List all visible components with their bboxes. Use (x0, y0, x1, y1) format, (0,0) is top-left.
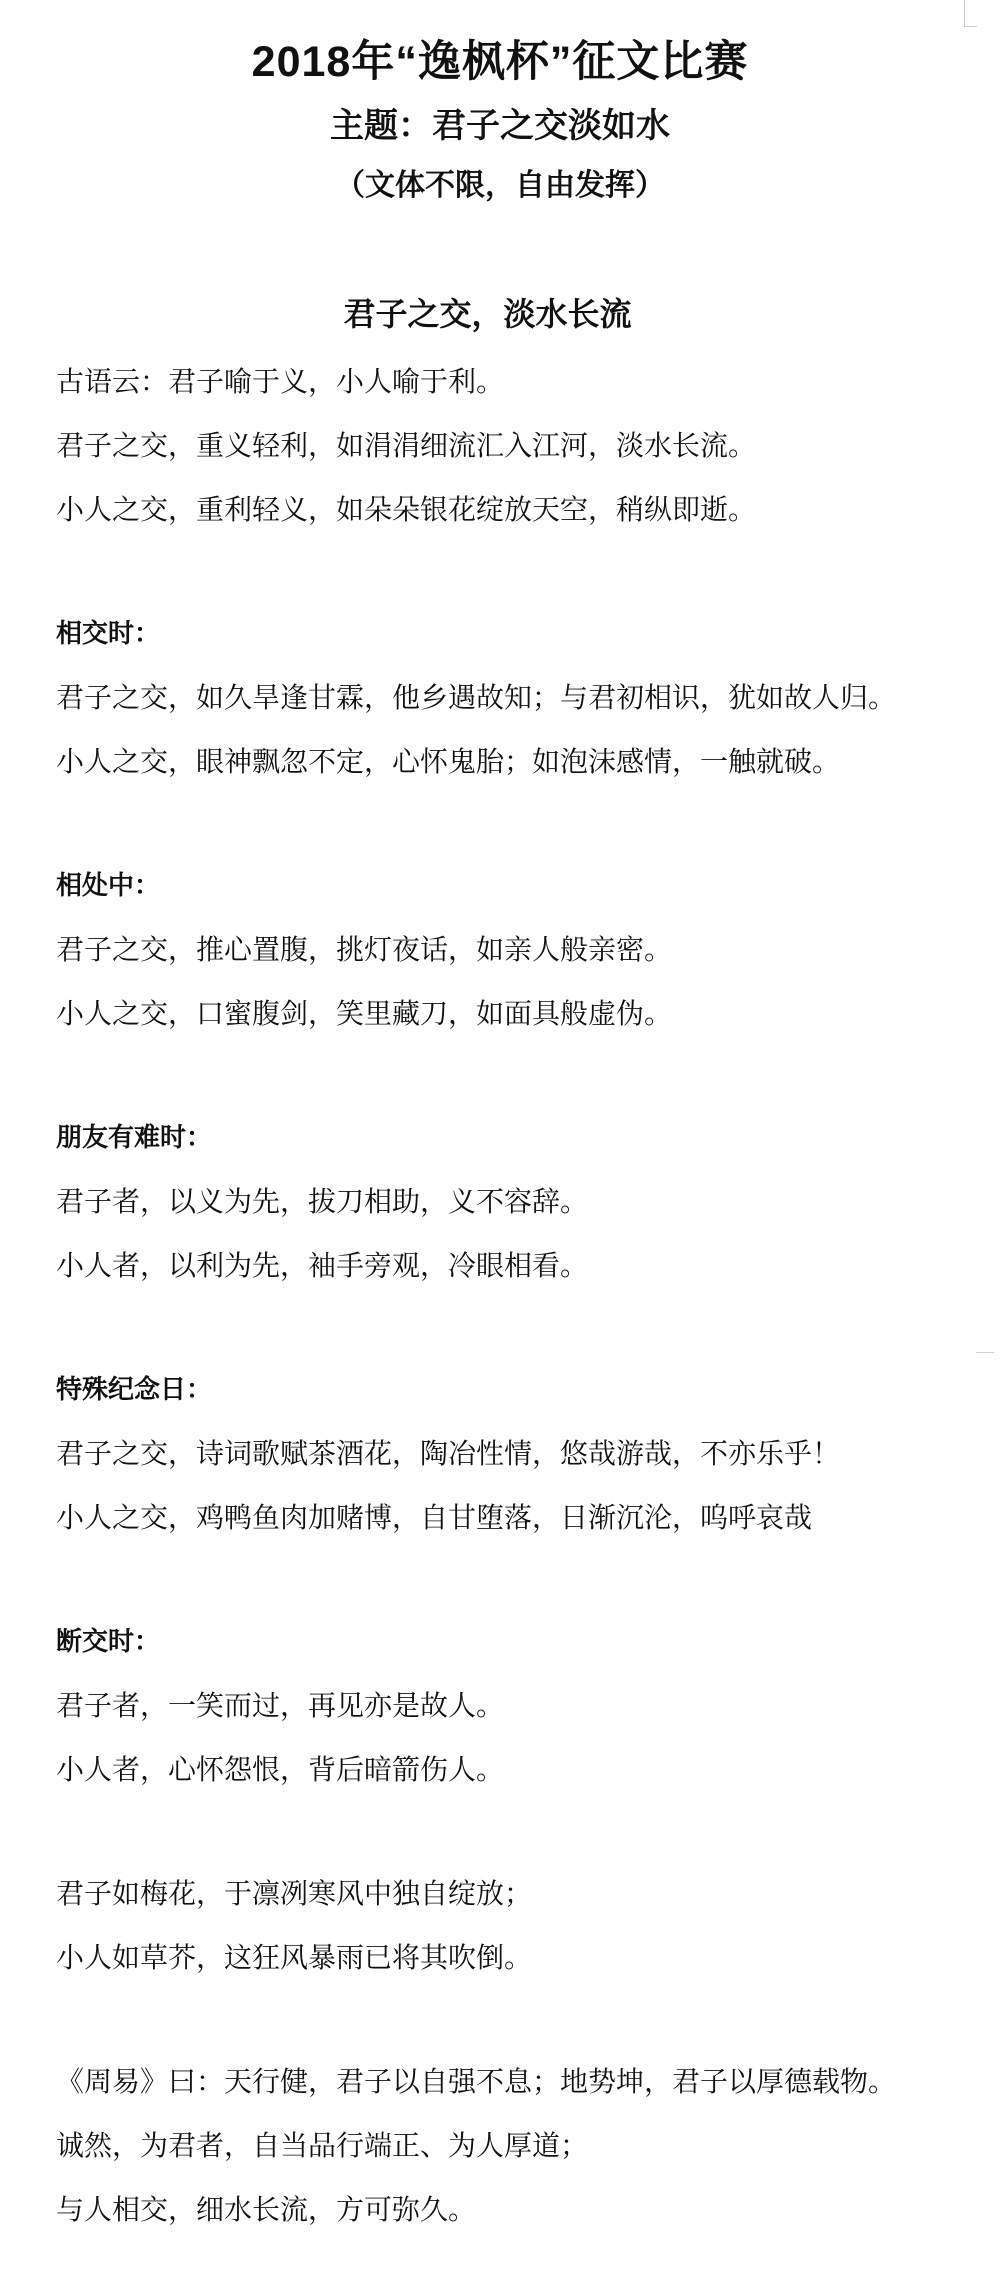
page-corner-mark (964, 0, 977, 27)
paragraph-line: 君子之交，如久旱逢甘霖，他乡遇故知；与君初相识，犹如故人归。 (56, 681, 897, 714)
intro-line: 小人之交，重利轻义，如朵朵银花绽放天空，稍纵即逝。 (56, 493, 757, 526)
section-heading: 特殊纪念日： (56, 1375, 213, 1405)
paragraph-line: 与人相交，细水长流，方可弥久。 (56, 2193, 477, 2226)
paragraph-line: 君子如梅花，于凛冽寒风中独自绽放； (56, 1877, 533, 1910)
paragraph-line: 小人者，心怀怨恨，背后暗箭伤人。 (56, 1753, 505, 1786)
paragraph-line: 小人之交，眼神飘忽不定，心怀鬼胎；如泡沫感情，一触就破。 (56, 745, 841, 778)
paragraph-line: 《周易》曰：天行健，君子以自强不息；地势坤，君子以厚德载物。 (56, 2065, 897, 2098)
intro-line: 君子之交，重义轻利，如涓涓细流汇入江河，淡水长流。 (56, 429, 757, 462)
paragraph-line: 君子者，以义为先，拔刀相助，义不容辞。 (56, 1185, 589, 1218)
document-note: （文体不限，自由发挥） (335, 168, 665, 203)
paragraph-line: 小人如草芥，这狂风暴雨已将其吹倒。 (56, 1941, 533, 1974)
section-heading: 断交时： (56, 1627, 161, 1657)
section-heading: 相交时： (56, 619, 161, 649)
paragraph-line: 小人之交，口蜜腹剑，笑里藏刀，如面具般虚伪。 (56, 997, 673, 1030)
paragraph-line: 小人之交，鸡鸭鱼肉加赌博，自甘堕落，日渐沉沦，呜呼哀哉 (56, 1501, 813, 1534)
document-subtitle: 主题：君子之交淡如水 (330, 106, 670, 146)
paragraph-line: 诚然，为君者，自当品行端正、为人厚道； (56, 2129, 589, 2162)
section-heading: 相处中： (56, 871, 161, 901)
paragraph-line: 君子之交，诗词歌赋茶酒花，陶冶性情，悠哉游哉，不亦乐乎！ (56, 1437, 841, 1470)
paragraph-line: 君子者，一笑而过，再见亦是故人。 (56, 1689, 505, 1722)
intro-line: 古语云：君子喻于义，小人喻于利。 (56, 365, 505, 398)
page-edge-mark (976, 1352, 994, 1353)
paragraph-line: 君子之交，推心置腹，挑灯夜话，如亲人般亲密。 (56, 933, 673, 966)
paragraph-line: 小人者，以利为先，袖手旁观，冷眼相看。 (56, 1249, 589, 1282)
section-heading: 朋友有难时： (56, 1123, 213, 1153)
document-title: 2018年“逸枫杯”征文比赛 (251, 38, 749, 86)
essay-title: 君子之交，淡水长流 (343, 295, 632, 333)
